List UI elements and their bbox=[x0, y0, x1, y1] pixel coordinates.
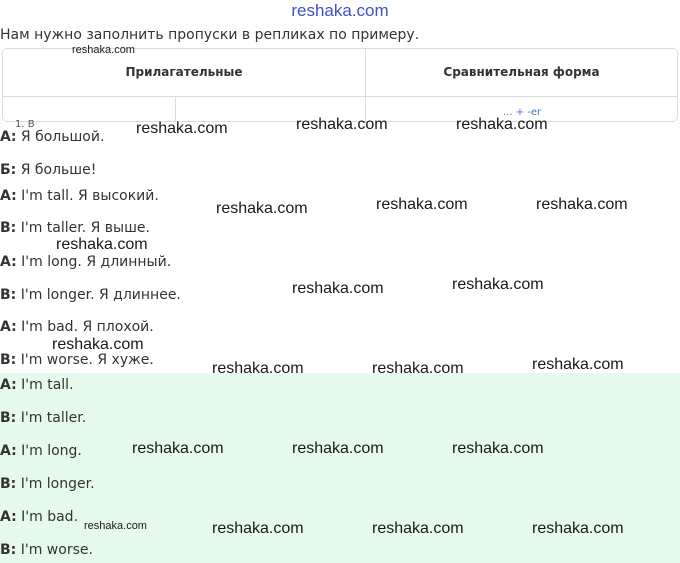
answer-line: A: I'm long. bbox=[0, 443, 82, 459]
site-logo[interactable]: reshaka.com bbox=[291, 1, 389, 20]
answer-line: B: I'm worse. bbox=[0, 542, 93, 558]
example-line: А: Я большой. bbox=[0, 129, 105, 145]
watermark: reshaka.com bbox=[292, 280, 384, 297]
example-line: B: I'm longer. Я длиннее. bbox=[0, 287, 181, 303]
watermark: reshaka.com bbox=[372, 360, 464, 377]
example-line: B: I'm taller. Я выше. bbox=[0, 220, 150, 236]
watermark: reshaka.com bbox=[84, 520, 147, 532]
table-column-divider bbox=[365, 49, 366, 123]
example-line: A: I'm long. Я длинный. bbox=[0, 254, 172, 270]
watermark: reshaka.com bbox=[532, 356, 624, 373]
table-header-comparative: Сравнительная форма bbox=[443, 65, 600, 79]
watermark: reshaka.com bbox=[532, 520, 624, 537]
answer-line: A: I'm bad. bbox=[0, 509, 79, 525]
watermark: reshaka.com bbox=[72, 44, 135, 56]
example-line: B: I'm worse. Я хуже. bbox=[0, 352, 154, 368]
watermark: reshaka.com bbox=[216, 200, 308, 217]
example-line: A: I'm tall. Я высокий. bbox=[0, 188, 159, 204]
watermark: reshaka.com bbox=[136, 120, 228, 137]
watermark: reshaka.com bbox=[372, 520, 464, 537]
watermark: reshaka.com bbox=[212, 520, 304, 537]
answer-line: A: I'm tall. bbox=[0, 377, 74, 393]
example-line: A: I'm bad. Я плохой. bbox=[0, 319, 154, 335]
watermark: reshaka.com bbox=[292, 440, 384, 457]
example-line: Б: Я больше! bbox=[0, 162, 97, 178]
watermark: reshaka.com bbox=[132, 440, 224, 457]
watermark: reshaka.com bbox=[56, 236, 148, 253]
table-hint-er: ... + -er bbox=[503, 107, 542, 118]
watermark: reshaka.com bbox=[296, 116, 388, 133]
answer-line: B: I'm longer. bbox=[0, 476, 95, 492]
answer-line: B: I'm taller. bbox=[0, 410, 87, 426]
watermark: reshaka.com bbox=[52, 336, 144, 353]
table-header-row bbox=[3, 49, 677, 97]
watermark: reshaka.com bbox=[536, 196, 628, 213]
table-cell-fragment: 1. B bbox=[15, 119, 35, 130]
table-header-adjectives: Прилагательные bbox=[125, 65, 243, 79]
table-row-divider bbox=[175, 96, 176, 123]
watermark: reshaka.com bbox=[456, 116, 548, 133]
watermark: reshaka.com bbox=[376, 196, 468, 213]
watermark: reshaka.com bbox=[452, 276, 544, 293]
watermark: reshaka.com bbox=[212, 360, 304, 377]
watermark: reshaka.com bbox=[452, 440, 544, 457]
intro-text: Нам нужно заполнить пропуски в репликах по примеру. bbox=[0, 27, 420, 43]
